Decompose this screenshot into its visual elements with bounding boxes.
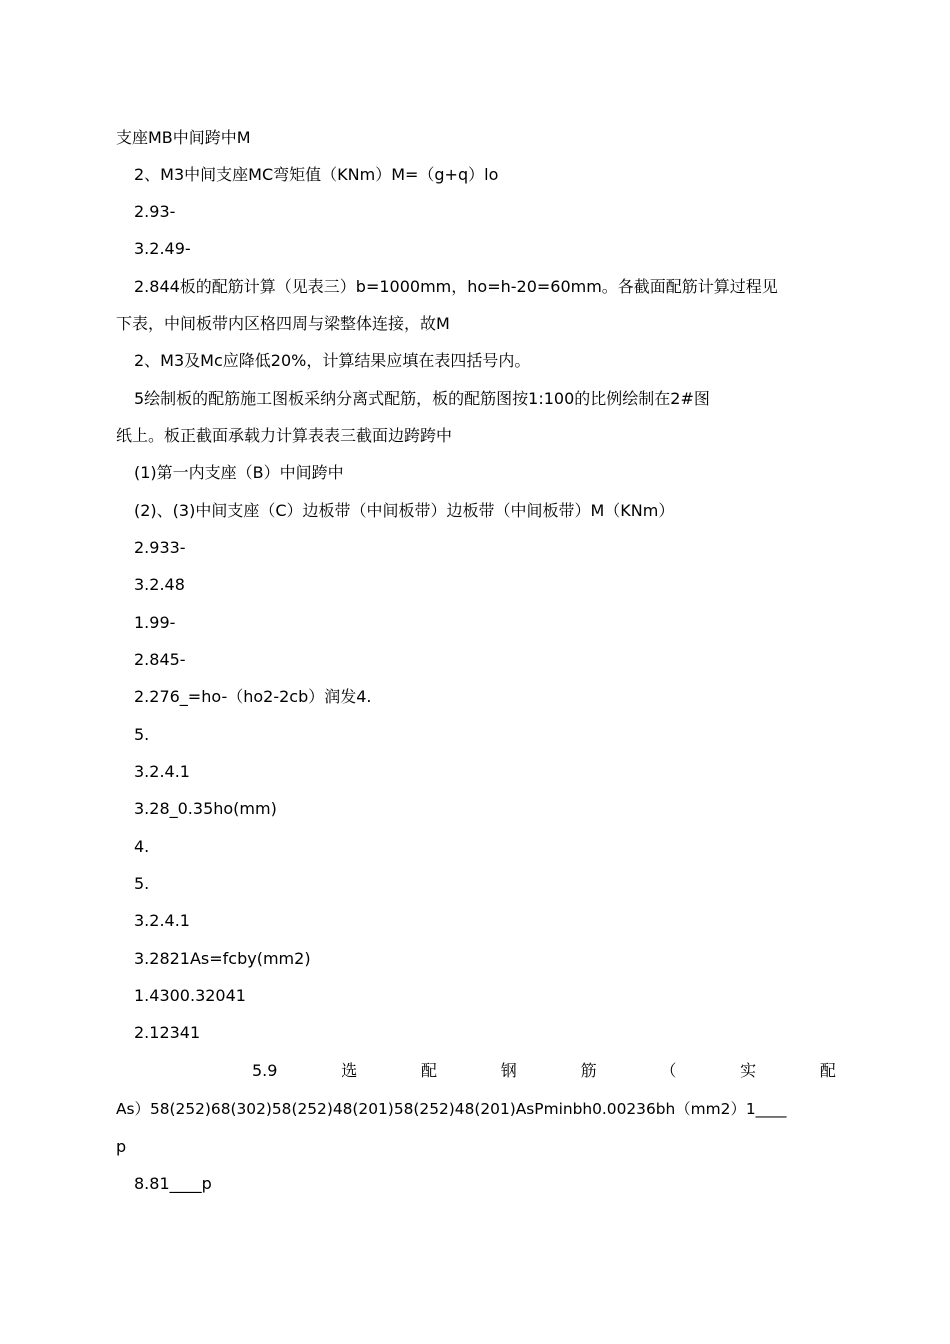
text-line: 1.99- (134, 613, 176, 632)
text-line: 3.28_0.35ho(mm) (134, 799, 277, 818)
justified-word: 配 (819, 1061, 836, 1080)
text-line: 2.93- (134, 202, 176, 221)
text-line: 1.4300.32041 (134, 986, 246, 1005)
text-line: 3.2.4.1 (134, 911, 190, 930)
text-line: (1)第一内支座（B）中间跨中 (134, 463, 344, 482)
justified-word: （ (660, 1061, 677, 1080)
text-line: 纸上。板正截面承载力计算表表三截面边跨跨中 (116, 426, 453, 445)
justified-word: 5.9 (252, 1061, 278, 1080)
justified-word: 配 (421, 1061, 438, 1080)
text-line: 2.933- (134, 538, 186, 557)
justified-word: 钢 (500, 1061, 517, 1080)
text-line: 支座MB中间跨中M (116, 128, 251, 147)
text-line: 3.2.4.1 (134, 762, 190, 781)
text-line: (2)、(3)中间支座（C）边板带（中间板带）边板带（中间板带）M（KNm） (134, 501, 675, 520)
justified-word: 筋 (580, 1061, 597, 1080)
text-line: 8.81____p (134, 1174, 212, 1193)
text-line: 下表，中间板带内区格四周与梁整体连接，故M (116, 314, 450, 333)
text-line: 2、M3及Mc应降低20%，计算结果应填在表四括号内。 (134, 351, 531, 370)
text-line: 5. (134, 874, 150, 893)
text-line: 5. (134, 725, 150, 744)
text-line: 3.2.48 (134, 575, 185, 594)
text-line: 3.2.49- (134, 239, 191, 258)
text-line: 3.2821As=fcby(mm2) (134, 949, 311, 968)
text-line: 5绘制板的配筋施工图板采纳分离式配筋，板的配筋图按1:100的比例绘制在2#图 (134, 389, 710, 408)
text-line: p (116, 1137, 127, 1156)
text-line: 2.845- (134, 650, 186, 669)
text-line: 2.844板的配筋计算（见表三）b=1000mm，ho=h-20=60mm。各截面配筋计算过程见 (134, 277, 778, 296)
text-line: 4. (134, 837, 150, 856)
text-line: 2、M3中间支座MC弯矩值（KNm）M=（g+q）lo (134, 165, 499, 184)
justified-word: 实 (740, 1061, 757, 1080)
justified-text-line (116, 1061, 836, 1081)
text-line: As）58(252)68(302)58(252)48(201)58(252)48(201)AsPminbh0.00236bh（mm2）1____ (116, 1100, 787, 1118)
text-line: 2.276_=ho-（ho2-2cb）润发4. (134, 687, 372, 706)
text-line: 2.12341 (134, 1023, 201, 1042)
justified-word: 选 (341, 1061, 358, 1080)
